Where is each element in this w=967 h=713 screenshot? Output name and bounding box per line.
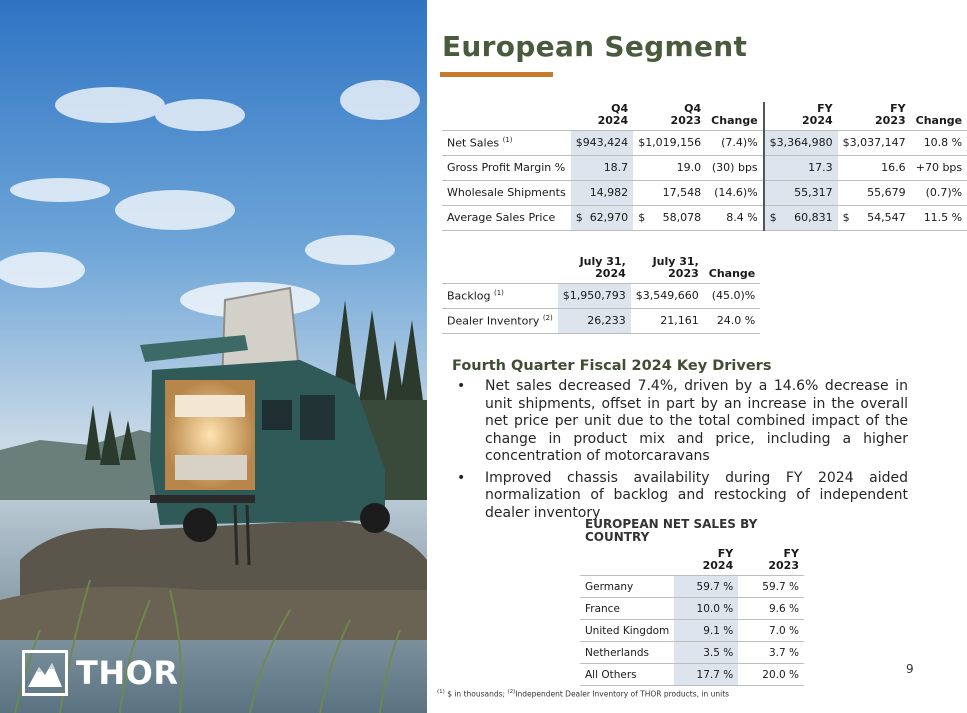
logo-text: THOR [76, 654, 179, 692]
cell-fy-change: 10.8 % [923, 136, 963, 149]
list-item: • Net sales decreased 7.4%, driven by a 14.6% decrease in unit shipments, offset in part by an increase in the overall net price per unit due to the total combined impact of the change in product mix and price, including a higher concentration of motorcaravans [452, 378, 908, 466]
results-header-fy-2024: FY 2024 [764, 102, 838, 130]
cell-fy2024: 10.0 % [674, 598, 738, 620]
table-row [442, 205, 967, 230]
cell-2023: $ 3,549,660 [635, 289, 699, 302]
cell-fy-2023: $ 54,547 [842, 211, 906, 224]
cell-q4-2023: $ 1,019,156 [638, 136, 702, 149]
row-label: Wholesale Shipments [447, 186, 566, 199]
backlog-header-2024: July 31, 2024 [579, 254, 626, 280]
country-table [580, 548, 804, 686]
country-header-row [580, 548, 804, 576]
cell-fy2023: 3.7 % [768, 646, 799, 659]
thor-logo [22, 650, 178, 696]
cell-fy2024: 3.5 % [674, 642, 738, 664]
cell-fy2024: 17.7 % [674, 664, 738, 686]
row-label: Gross Profit Margin % [447, 161, 566, 174]
table-row [442, 308, 760, 333]
table-row [580, 642, 804, 664]
cell-fy2024: 9.1 % [674, 620, 738, 642]
cell-q4-2024: $ 62,970 [571, 205, 634, 230]
cell-q4-2023: 19.0 [676, 161, 702, 174]
country-name: France [585, 602, 620, 615]
cell-fy2023: 20.0 % [762, 668, 799, 681]
cell-q4-2023: 17,548 [662, 186, 702, 199]
footnote: $^{(1)}$ $ in thousands; $^{(2)}$Independent Dealer Inventory of THOR products, in units [437, 689, 730, 699]
results-header-row [442, 102, 967, 130]
drivers-list [452, 378, 908, 526]
table-row [580, 664, 804, 686]
cell-q4-2024: $ 943,424 [571, 130, 634, 155]
country-name: All Others [585, 668, 637, 681]
results-header-fy-change: Change [915, 113, 963, 127]
cell-2023: 21,161 [660, 314, 699, 327]
cell-fy-2024: $ 3,364,980 [764, 130, 838, 155]
list-item: • Improved chassis availability during FY 2024 aided normalization of backlog and restocking of independent dealer inventory [452, 470, 908, 523]
results-header-q4-2023: Q4 2023 [670, 101, 702, 127]
cell-fy2023: 9.6 % [768, 602, 799, 615]
results-header-q4-2024: Q4 2024 [597, 101, 629, 127]
title-underline [440, 72, 553, 77]
cell-fy-2024: 17.3 [764, 155, 838, 180]
cell-q4-2024: 18.7 [571, 155, 634, 180]
cell-fy-2023: $ 3,037,147 [842, 136, 906, 149]
cell-2024: $ 1,950,793 [558, 283, 631, 308]
mountain-logo-icon [22, 650, 68, 696]
cell-fy2024: 59.7 % [674, 576, 738, 598]
country-name: Netherlands [585, 646, 650, 659]
table-row [580, 598, 804, 620]
cell-q4-change: (30) bps [711, 161, 758, 174]
cell-fy-2024: $ 60,831 [764, 205, 838, 230]
cell-q4-2024: 14,982 [571, 180, 634, 205]
backlog-header-label [442, 255, 558, 283]
cell-fy2023: 59.7 % [762, 580, 799, 593]
country-name: United Kingdom [585, 624, 670, 637]
table-row [580, 620, 804, 642]
cell-change: 24.0 % [716, 314, 756, 327]
country-header-label [580, 548, 674, 576]
cell-q4-change: (7.4)% [721, 136, 758, 149]
cell-q4-2023: $ 58,078 [638, 211, 702, 224]
cell-change: (45.0)% [711, 289, 756, 302]
cell-q4-change: (14.6)% [714, 186, 758, 199]
table-row [580, 576, 804, 598]
page-number: 9 [906, 662, 914, 676]
results-header-q4-change: Change [711, 113, 758, 127]
cell-fy-change: (0.7)% [925, 186, 963, 199]
country-table-title: EUROPEAN NET SALES BY COUNTRY [585, 517, 758, 544]
backlog-header-2023: July 31, 2023 [652, 254, 699, 280]
cell-fy-2024: 55,317 [764, 180, 838, 205]
cell-fy-change: +70 bps [915, 161, 963, 174]
backlog-table [442, 255, 760, 334]
cell-fy-2023: 55,679 [867, 186, 906, 199]
row-label: Backlog $^{(1)}$ [447, 288, 504, 303]
table-row [442, 283, 760, 308]
country-name: Germany [585, 580, 634, 593]
table-row [442, 180, 967, 205]
results-header-label [442, 102, 571, 130]
row-label: Net Sales $^{(1)}$ [447, 135, 513, 150]
country-header-2023: FY 2023 [768, 547, 799, 572]
cell-q4-change: 8.4 % [726, 211, 758, 224]
drivers-title: Fourth Quarter Fiscal 2024 Key Drivers [452, 358, 772, 374]
country-header-2024: FY 2024 [702, 547, 734, 572]
table-row [442, 130, 967, 155]
page-title: European Segment [442, 30, 748, 63]
cell-fy-2023: 16.6 [881, 161, 906, 174]
campervan-lake-scene [0, 0, 427, 713]
table-row [442, 155, 967, 180]
backlog-header-row [442, 255, 760, 283]
backlog-header-change: Change [708, 266, 756, 280]
cell-2024: 26,233 [558, 308, 631, 333]
cell-fy2023: 7.0 % [768, 624, 799, 637]
results-header-fy-2023: FY 2023 [875, 101, 906, 127]
row-label: Average Sales Price [447, 211, 556, 224]
results-table [442, 102, 967, 231]
hero-photo [0, 0, 427, 713]
cell-fy-change: 11.5 % [923, 211, 963, 224]
row-label: Dealer Inventory $^{(2)}$ [447, 313, 553, 328]
